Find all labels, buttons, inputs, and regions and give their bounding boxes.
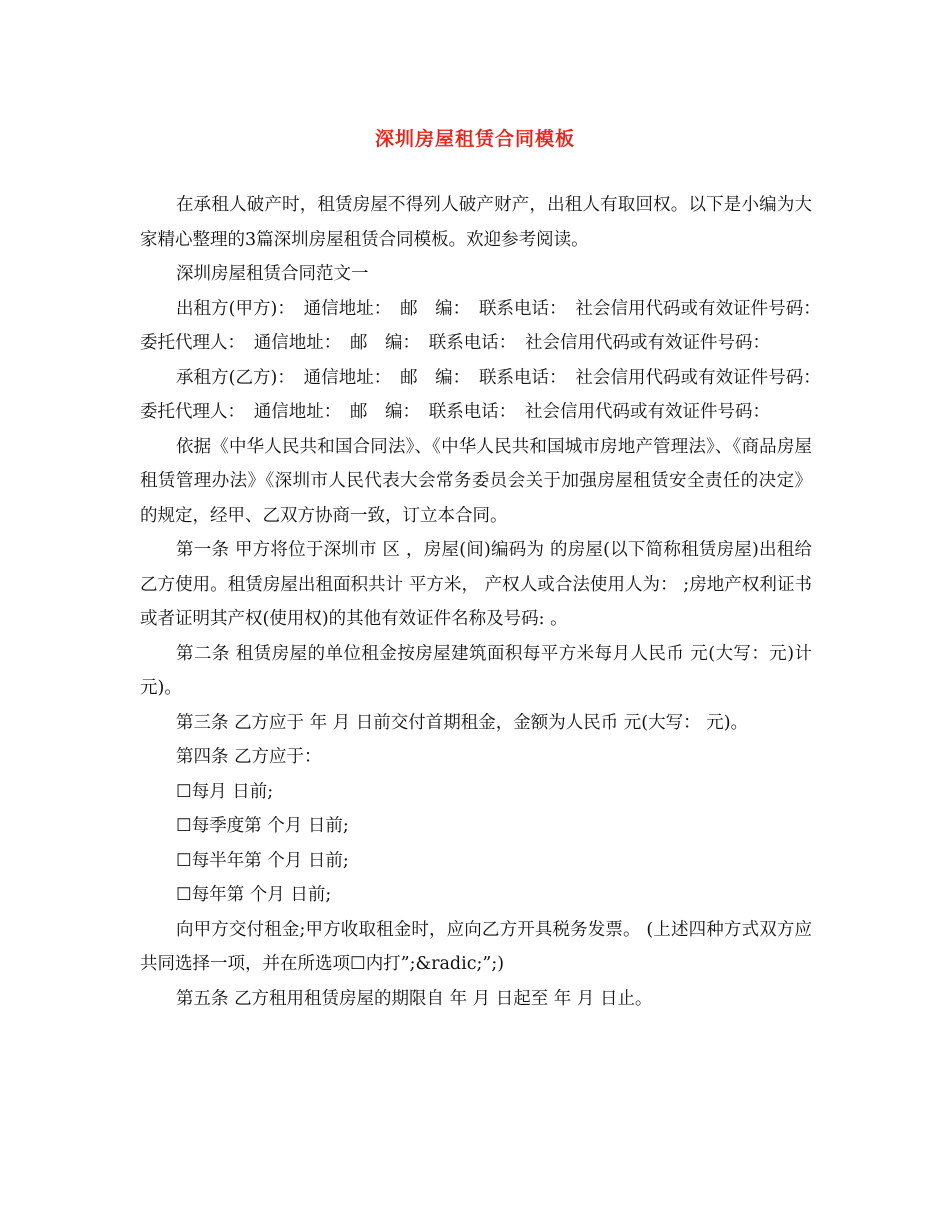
article-5-paragraph: 第五条 乙方租用租赁房屋的期限自 年 月 日起至 年 月 日止。 [176, 988, 653, 1009]
legal-basis-paragraph: 依据《中华人民共和国合同法》、《中华人民共和国城市房地产管理法》、《商品房屋租赁管理办法》《深圳市人民代表大会常务委员会关于加强房屋租赁安全责任的决定》的规定，经甲、乙双方协商一致，订立本合同。 [140, 436, 812, 526]
article-3-paragraph: 第三条 乙方应于 年 月 日前交付首期租金，金额为人民币 元(大写： 元)。 [176, 712, 749, 733]
article-1-paragraph: 第一条 甲方将位于深圳市 区 ，房屋(间)编码为 的房屋(以下简称租赁房屋)出租给乙方使用。租赁房屋出租面积共计 平方米， 产权人或合法使用人为： ;房地产权利证书或者证明其产权(使用权)的其他有效证件名称及号码: 。 [140, 540, 812, 629]
sample-heading: 深圳房屋租赁合同范文一 [176, 264, 369, 284]
intro-paragraph: 在承租人破产时，租赁房屋不得列人破产财产，出租人有取回权。以下是小编为大家精心整理的3篇深圳房屋租赁合同模板。欢迎参考阅读。 [140, 195, 812, 250]
payment-option-half-yearly: ☐每半年第 个月 日前; [176, 850, 349, 871]
rent-payment-paragraph: 向甲方交付租金;甲方收取租金时，应向乙方开具税务发票。 (上述四种方式双方应共同选择一项，并在所选项☐内打”;&radic;”;) [140, 919, 812, 974]
payment-option-yearly: ☐每年第 个月 日前; [176, 885, 332, 905]
lessee-info-paragraph: 承租方(乙方)： 通信地址： 邮 编： 联系电话： 社会信用代码或有效证件号码： 委托代理人： 通信地址： 邮 编： 联系电话： 社会信用代码或有效证件号码： [140, 367, 830, 422]
document-title: 深圳房屋租赁合同模板 [374, 128, 575, 150]
article-2-paragraph: 第二条 租赁房屋的单位租金按房屋建筑面积每平方米每月人民币 元(大写：元)计 元)。 [140, 643, 812, 698]
document-body [140, 188, 830, 1016]
lessor-info-paragraph: 出租方(甲方)： 通信地址： 邮 编： 联系电话： 社会信用代码或有效证件号码： 委托代理人： 通信地址： 邮 编： 联系电话： 社会信用代码或有效证件号码： [140, 298, 830, 353]
article-4-paragraph: 第四条 乙方应于： [176, 747, 322, 767]
payment-option-monthly: ☐每月 日前; [176, 781, 274, 802]
payment-option-quarterly: ☐每季度第 个月 日前; [176, 816, 349, 836]
